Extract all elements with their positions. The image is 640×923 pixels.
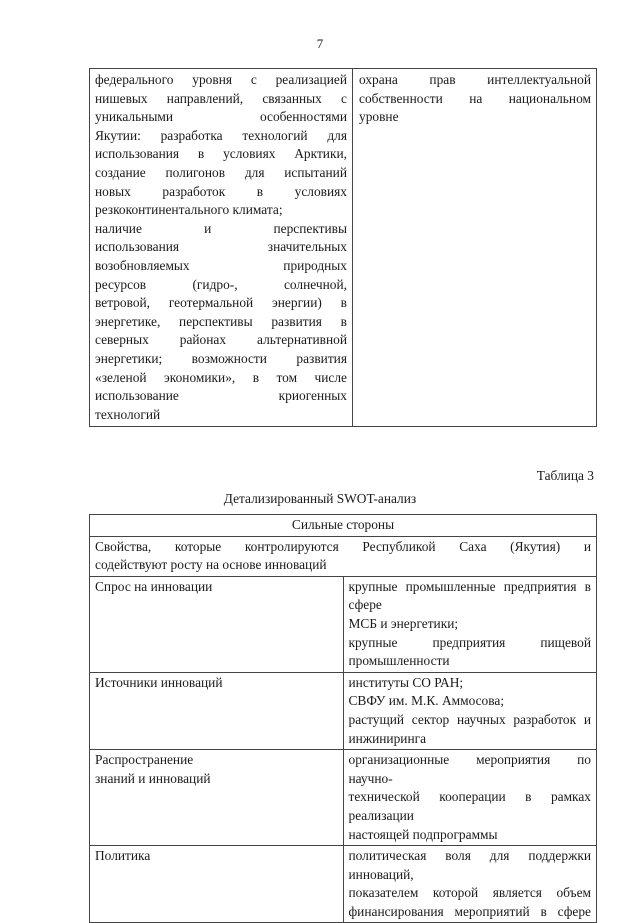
- text-line: показателем которой является объем: [348, 885, 591, 901]
- table-row: [90, 576, 597, 672]
- text-line: Якутии: разработка технологий для: [95, 127, 347, 143]
- text-line: создание полигонов для испытаний: [95, 164, 347, 180]
- text-line: Источники инноваций: [95, 674, 223, 690]
- swot-key-cell: [90, 672, 344, 749]
- text-line: технической кооперации в рамках реализации: [348, 789, 591, 823]
- swot-header-cell: Сильные стороны: [90, 515, 597, 537]
- text-line: МСБ и энергетики;: [348, 615, 459, 631]
- text-line: использования значительных: [95, 239, 347, 255]
- text-line: крупные предприятия пищевой промышленности: [348, 634, 591, 669]
- swot-value-cell: [343, 846, 597, 923]
- text-line: знаний и инноваций: [95, 770, 211, 786]
- text-line: финансирования мероприятий в сфере: [348, 903, 591, 919]
- swot-value-cell: [343, 672, 597, 749]
- text-line: наличие и перспективы: [95, 220, 347, 236]
- text-line: использование криогенных: [95, 388, 347, 404]
- text-line: охрана прав интеллектуальной: [359, 72, 591, 87]
- text-line: инжиниринга: [348, 730, 427, 746]
- continuation-right-cell: [353, 69, 597, 427]
- text-line: растущий сектор научных разработок и: [348, 711, 591, 727]
- table-row: [90, 750, 597, 846]
- text-line: организационные мероприятия по научно-: [348, 752, 591, 786]
- swot-value-cell: [343, 576, 597, 672]
- text-line: уровне: [359, 109, 399, 125]
- text-line: крупные промышленные предприятия в сфере: [348, 578, 591, 613]
- text-line: резкоконтинентального климата;: [95, 202, 283, 218]
- text-line: федерального уровня с реализацией: [95, 72, 347, 87]
- text-line: содействуют росту на основе инноваций: [95, 557, 327, 573]
- continuation-left-cell: [90, 69, 353, 427]
- text-line: политическая воля для поддержки инноваций,: [348, 848, 591, 882]
- text-line: энергетики; возможности развития: [95, 350, 347, 366]
- text-line: технологий: [95, 406, 161, 422]
- text-line: использования в условиях Арктики,: [95, 146, 347, 162]
- swot-key-cell: [90, 846, 344, 923]
- text-line: нишевых направлений, связанных с: [95, 90, 347, 106]
- table-title: Детализированный SWOT-анализ: [223, 491, 417, 506]
- text-line: ресурсов (гидро-, солнечной,: [95, 276, 347, 292]
- table-row: [90, 69, 597, 427]
- table-row: [90, 672, 597, 749]
- text-line: возобновляемых природных: [95, 257, 347, 273]
- text-line: северных районах альтернативной: [95, 332, 347, 348]
- swot-key-cell: [90, 576, 344, 672]
- text-line: уникальными особенностями: [95, 109, 347, 125]
- text-line: Распространение: [95, 752, 194, 768]
- page-number: 7: [316, 36, 324, 51]
- text-line: энергетике, перспективы развития в: [95, 313, 347, 329]
- table-row: [90, 846, 597, 923]
- text-line: настоящей подпрограммы: [348, 826, 498, 842]
- text-line: Спрос на инновации: [95, 578, 213, 594]
- swot-table: [89, 514, 597, 923]
- text-line: «зеленой экономики», в том числе: [95, 369, 347, 385]
- text-line: ветровой, геотермальной энергии) в: [95, 295, 347, 311]
- swot-value-cell: [343, 750, 597, 846]
- swot-key-cell: [90, 750, 344, 846]
- text-line: Свойства, которые контролируются Республикой Саха (Якутия) и: [95, 538, 591, 554]
- text-line: собственности на национальном: [359, 90, 591, 106]
- text-line: Политика: [95, 848, 151, 864]
- text-line: институты СО РАН;: [348, 674, 464, 690]
- table-label: Таблица 3: [536, 468, 594, 483]
- continuation-table: [89, 68, 597, 427]
- text-line: новых разработок в условиях: [95, 183, 347, 199]
- text-line: СВФУ им. М.К. Аммосова;: [348, 693, 505, 709]
- table-row: [90, 515, 597, 537]
- table-row: [90, 536, 597, 576]
- swot-description-cell: [90, 536, 597, 576]
